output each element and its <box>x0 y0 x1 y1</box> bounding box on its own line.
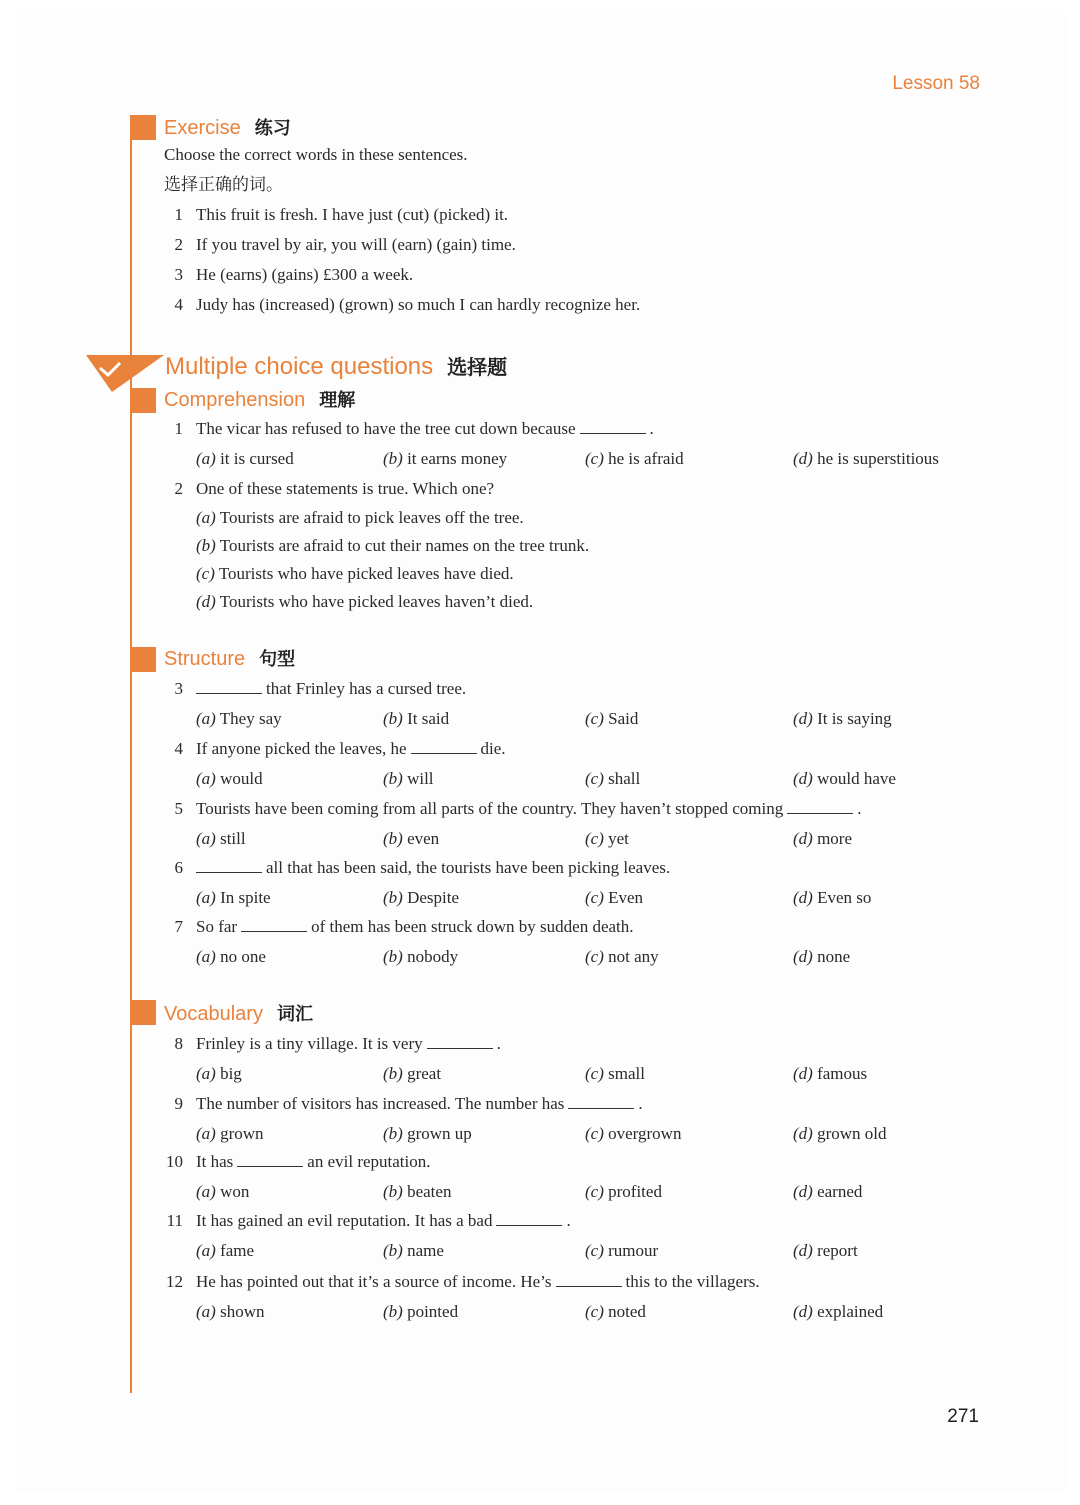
question-text-start: Tourists have been coming from all parts of the country. They haven’t stopped coming <box>196 799 784 818</box>
option-label: (b) <box>383 1182 403 1201</box>
option-label: (c) <box>585 769 604 788</box>
answer-option <box>196 1123 264 1145</box>
margin-rule <box>130 115 132 1393</box>
option-text: earned <box>817 1182 863 1201</box>
question-text-end: . <box>566 1211 571 1230</box>
answer-option <box>383 708 449 730</box>
vocabulary-heading <box>164 1001 313 1027</box>
question-text <box>196 916 634 938</box>
page-number: 271 <box>947 1406 979 1427</box>
option-label: (d) <box>196 592 216 611</box>
option-text: noted <box>608 1302 646 1321</box>
option-label: (b) <box>383 1124 403 1143</box>
option-text: In spite <box>220 888 271 907</box>
option-text: overgrown <box>608 1124 682 1143</box>
option-text: grown <box>220 1124 264 1143</box>
option-text: Even <box>608 888 644 907</box>
option-label: (b) <box>383 769 403 788</box>
question-text-start: Frinley is a tiny village. It is very <box>196 1034 423 1053</box>
question-text-start: So far <box>196 917 238 936</box>
option-text: profited <box>608 1182 662 1201</box>
question-text: One of these statements is true. Which one? <box>196 479 495 498</box>
answer-option <box>793 1181 862 1203</box>
option-label: (a) <box>196 888 216 907</box>
question-number: 4 <box>174 295 183 314</box>
option-label: (a) <box>196 1124 216 1143</box>
answer-option <box>585 1240 658 1262</box>
option-label: (c) <box>585 1302 604 1321</box>
answer-option <box>585 448 684 470</box>
option-label: (b) <box>383 709 403 728</box>
answer-option <box>793 828 852 850</box>
question-text-end: that Frinley has a cursed tree. <box>266 679 467 698</box>
option-label: (b) <box>383 947 403 966</box>
option-text: even <box>407 829 440 848</box>
answer-option <box>196 448 294 470</box>
option-text: Tourists who have picked leaves have died. <box>218 564 514 583</box>
answer-option <box>793 708 892 730</box>
structure-heading <box>164 646 295 672</box>
answer-option <box>196 946 266 968</box>
option-label: (b) <box>383 1064 403 1083</box>
option-label: (b) <box>383 1241 403 1260</box>
option-text: more <box>817 829 853 848</box>
option-text: Tourists are afraid to pick leaves off the tree. <box>219 508 524 527</box>
question-text-end: of them has been struck down by sudden death. <box>311 917 634 936</box>
question-text <box>196 738 506 760</box>
answer-option <box>793 887 871 909</box>
question-text-end: an evil reputation. <box>307 1152 431 1171</box>
option-text: It is saying <box>817 709 892 728</box>
option-label: (d) <box>793 888 813 907</box>
option-label: (d) <box>793 769 813 788</box>
question-number: 9 <box>174 1094 183 1113</box>
option-label: (d) <box>793 709 813 728</box>
answer-option <box>383 887 459 909</box>
vocabulary-marker <box>131 1000 156 1025</box>
structure-marker <box>131 647 156 672</box>
answer-option <box>585 1301 646 1323</box>
answer-option <box>383 1240 444 1262</box>
question-number: 2 <box>174 235 183 254</box>
question-text <box>196 798 861 820</box>
option-label: (a) <box>196 709 216 728</box>
option-text: report <box>817 1241 858 1260</box>
answer-blank <box>196 871 262 873</box>
question-number: 12 <box>166 1272 183 1291</box>
structure-title-zh: 句型 <box>259 649 296 669</box>
answer-option <box>383 1181 451 1203</box>
answer-blank <box>556 1285 622 1287</box>
option-text: would <box>220 769 263 788</box>
answer-option <box>196 1301 264 1323</box>
option-text: will <box>407 769 434 788</box>
exercise-title-zh: 练习 <box>254 118 291 138</box>
answer-option <box>793 1301 883 1323</box>
mcq-heading <box>165 352 507 383</box>
question-number: 5 <box>174 799 183 818</box>
answer-option <box>793 1123 887 1145</box>
answer-blank <box>241 930 307 932</box>
option-label: (c) <box>585 1124 604 1143</box>
option-label: (d) <box>793 1124 813 1143</box>
option-text: shown <box>220 1302 265 1321</box>
option-label: (b) <box>383 1302 403 1321</box>
answer-blank <box>496 1224 562 1226</box>
option-label: (b) <box>196 536 216 555</box>
answer-option <box>585 708 638 730</box>
question-text-end: all that has been said, the tourists have been picking leaves. <box>266 858 671 877</box>
answer-option <box>585 1181 662 1203</box>
option-text: no one <box>220 947 266 966</box>
option-text: Said <box>608 709 639 728</box>
question-number: 1 <box>174 419 183 438</box>
option-label: (a) <box>196 1302 216 1321</box>
exercise-sentence: This fruit is fresh. I have just (cut) (picked) it. <box>196 205 509 224</box>
question-text <box>196 1151 431 1173</box>
lesson-label: Lesson 58 <box>892 73 980 94</box>
mcq-title-zh: 选择题 <box>447 357 508 379</box>
option-label: (c) <box>585 1241 604 1260</box>
answer-blank <box>580 432 646 434</box>
option-label: (b) <box>383 829 403 848</box>
option-label: (c) <box>585 1182 604 1201</box>
option-text: explained <box>817 1302 884 1321</box>
answer-option <box>793 1063 867 1085</box>
option-label: (d) <box>793 1064 813 1083</box>
question-number: 8 <box>174 1034 183 1053</box>
option-label: (b) <box>383 888 403 907</box>
answer-option <box>196 828 246 850</box>
question-text-end: . <box>857 799 862 818</box>
option-text: still <box>220 829 246 848</box>
answer-option <box>383 946 458 968</box>
option-text: won <box>220 1182 250 1201</box>
answer-option <box>585 887 643 909</box>
option-label: (a) <box>196 1182 216 1201</box>
question-text-end: . <box>638 1094 643 1113</box>
question-text <box>196 678 466 700</box>
option-label: (a) <box>196 449 216 468</box>
answer-option <box>585 828 629 850</box>
vocabulary-title: Vocabulary <box>164 1003 263 1025</box>
answer-option <box>196 708 282 730</box>
option-text: name <box>407 1241 444 1260</box>
option-label: (c) <box>196 564 215 583</box>
question-text-start: It has <box>196 1152 234 1171</box>
option-text: Tourists are afraid to cut their names on the tree trunk. <box>219 536 590 555</box>
exercise-sentence: He (earns) (gains) £300 a week. <box>196 265 414 284</box>
option-label: (a) <box>196 508 216 527</box>
question-text <box>196 1210 571 1232</box>
option-text: Tourists who have picked leaves haven’t died. <box>219 592 534 611</box>
option-label: (b) <box>383 449 403 468</box>
question-text-start: He has pointed out that it’s a source of income. He’s <box>196 1272 552 1291</box>
question-text-end: . <box>649 419 654 438</box>
option-text: big <box>220 1064 242 1083</box>
question-text <box>196 1093 643 1115</box>
question-number: 4 <box>174 739 183 758</box>
answer-option <box>196 1240 254 1262</box>
answer-option <box>196 507 524 529</box>
option-text: he is afraid <box>608 449 684 468</box>
answer-option <box>196 535 589 557</box>
comprehension-marker <box>131 388 156 413</box>
answer-blank <box>787 812 853 814</box>
question-number: 3 <box>174 265 183 284</box>
answer-option <box>793 946 850 968</box>
question-number: 6 <box>174 858 183 877</box>
option-label: (a) <box>196 1064 216 1083</box>
option-label: (c) <box>585 449 604 468</box>
question-text <box>196 857 670 879</box>
option-text: grown old <box>817 1124 887 1143</box>
option-text: small <box>608 1064 645 1083</box>
option-label: (d) <box>793 1241 813 1260</box>
option-label: (c) <box>585 829 604 848</box>
option-text: pointed <box>407 1302 459 1321</box>
option-text: it earns money <box>407 449 508 468</box>
answer-option <box>793 768 896 790</box>
structure-title: Structure <box>164 648 246 670</box>
question-text-end: . <box>496 1034 501 1053</box>
question-text <box>196 1033 501 1055</box>
answer-option <box>383 828 439 850</box>
question-text-start: The vicar has refused to have the tree cut down because <box>196 419 576 438</box>
answer-blank <box>411 752 477 754</box>
option-text: Even so <box>817 888 872 907</box>
option-text: Despite <box>407 888 460 907</box>
question-text-start: If anyone picked the leaves, he <box>196 739 407 758</box>
option-text: would have <box>817 769 896 788</box>
answer-option <box>383 768 434 790</box>
answer-option <box>196 1063 242 1085</box>
option-label: (a) <box>196 1241 216 1260</box>
option-text: famous <box>817 1064 868 1083</box>
mcq-title: Multiple choice questions <box>165 353 434 380</box>
answer-blank <box>427 1047 493 1049</box>
question-number: 3 <box>174 679 183 698</box>
answer-option <box>585 1063 645 1085</box>
option-label: (d) <box>793 1302 813 1321</box>
option-label: (c) <box>585 709 604 728</box>
answer-option <box>383 1301 458 1323</box>
question-text <box>196 418 654 440</box>
option-label: (a) <box>196 829 216 848</box>
answer-option <box>196 887 271 909</box>
option-text: beaten <box>407 1182 452 1201</box>
answer-option <box>585 768 640 790</box>
comprehension-heading <box>164 387 355 413</box>
answer-blank <box>237 1165 303 1167</box>
option-label: (c) <box>585 947 604 966</box>
question-number: 10 <box>166 1152 183 1171</box>
exercise-sentence: If you travel by air, you will (earn) (gain) time. <box>196 235 516 254</box>
option-label: (a) <box>196 947 216 966</box>
answer-blank <box>196 692 262 694</box>
answer-option <box>383 1063 441 1085</box>
question-text-end: die. <box>480 739 506 758</box>
question-text-end: this to the villagers. <box>625 1272 760 1291</box>
answer-option <box>383 448 507 470</box>
option-label: (d) <box>793 449 813 468</box>
exercise-sentence: Judy has (increased) (grown) so much I can hardly recognize her. <box>196 295 641 314</box>
exercise-instruction-zh: 选择正确的词。 <box>164 175 283 194</box>
option-text: It said <box>407 709 450 728</box>
option-label: (d) <box>793 829 813 848</box>
option-text: shall <box>608 769 641 788</box>
option-text: great <box>407 1064 442 1083</box>
exercise-marker <box>131 115 156 140</box>
answer-option <box>383 1123 472 1145</box>
answer-option <box>793 1240 858 1262</box>
option-label: (d) <box>793 1182 813 1201</box>
option-text: none <box>817 947 851 966</box>
answer-option <box>196 1181 249 1203</box>
question-text-start: The number of visitors has increased. The number has <box>196 1094 565 1113</box>
option-text: not any <box>608 947 659 966</box>
option-label: (d) <box>793 947 813 966</box>
option-label: (a) <box>196 769 216 788</box>
option-label: (c) <box>585 888 604 907</box>
option-label: (c) <box>585 1064 604 1083</box>
answer-option <box>793 448 939 470</box>
exercise-instruction: Choose the correct words in these sentences. <box>164 145 468 164</box>
question-number: 1 <box>174 205 183 224</box>
answer-option <box>196 563 514 585</box>
option-text: fame <box>220 1241 255 1260</box>
answer-option <box>196 591 533 613</box>
vocabulary-title-zh: 词汇 <box>276 1004 313 1024</box>
answer-blank <box>568 1107 634 1109</box>
exercise-title: Exercise <box>164 117 241 139</box>
answer-option <box>585 1123 681 1145</box>
question-text <box>196 1271 760 1293</box>
option-text: nobody <box>407 947 459 966</box>
answer-option <box>585 946 659 968</box>
question-number: 7 <box>174 917 183 936</box>
question-number: 2 <box>174 479 183 498</box>
option-text: it is cursed <box>220 449 294 468</box>
option-text: rumour <box>608 1241 659 1260</box>
comprehension-title: Comprehension <box>164 389 306 411</box>
option-text: They say <box>219 709 282 728</box>
answer-option <box>196 768 263 790</box>
option-text: yet <box>608 829 629 848</box>
option-text: he is superstitious <box>817 449 939 468</box>
comprehension-title-zh: 理解 <box>319 390 356 410</box>
option-text: grown up <box>407 1124 472 1143</box>
question-text-start: It has gained an evil reputation. It has a bad <box>196 1211 493 1230</box>
question-number: 11 <box>166 1211 183 1230</box>
exercise-heading <box>164 115 291 141</box>
